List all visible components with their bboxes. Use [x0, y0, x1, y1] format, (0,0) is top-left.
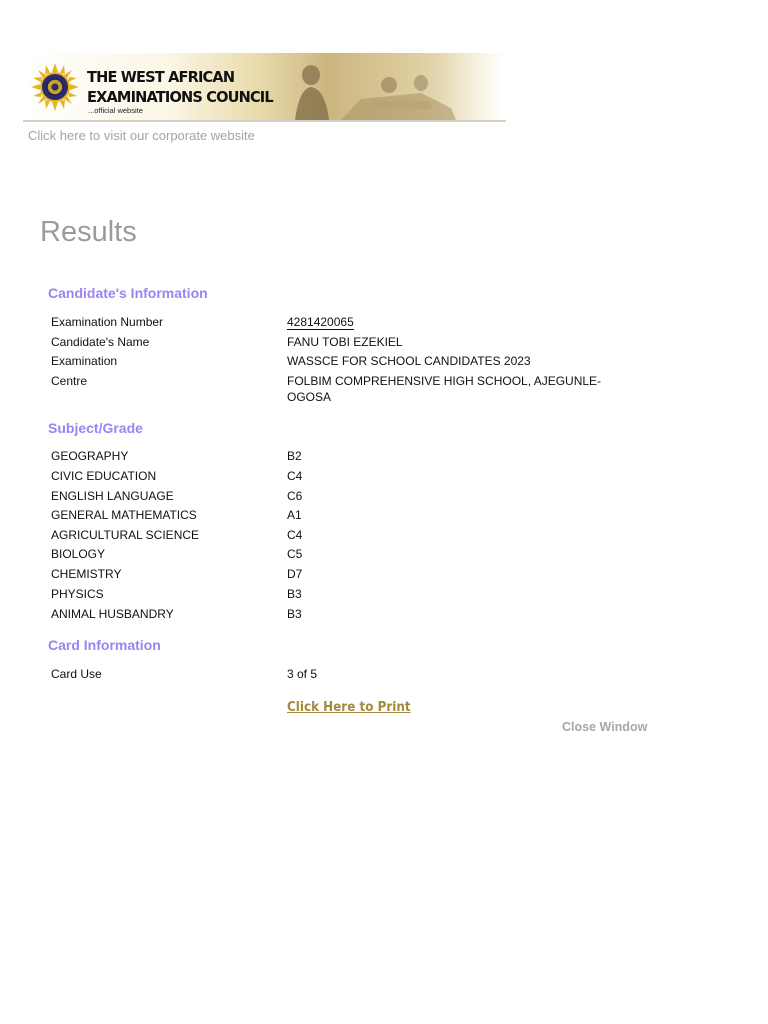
print-link[interactable]: Click Here to Print [287, 700, 411, 715]
subject-name: CIVIC EDUCATION [51, 469, 157, 483]
info-label: Candidate's Name [51, 335, 150, 349]
candidate-info-heading: Candidate's Information [48, 285, 208, 301]
waec-seal-icon [31, 63, 79, 111]
examination-number-value: 4281420065 [287, 315, 354, 329]
subject-grade: A1 [287, 508, 302, 522]
subject-grade: C4 [287, 469, 303, 483]
info-label: Centre [51, 374, 88, 388]
subject-name: GENERAL MATHEMATICS [51, 508, 197, 522]
subject-name: AGRICULTURAL SCIENCE [51, 528, 200, 542]
subject-grade: B2 [287, 449, 302, 463]
close-window-link[interactable]: Close Window [562, 720, 648, 734]
banner-divider [23, 120, 506, 122]
banner-tagline: ...official website [88, 106, 143, 115]
corporate-website-link[interactable]: Click here to visit our corporate website [28, 128, 255, 143]
subject-grade: B3 [287, 607, 302, 621]
subject-name: GEOGRAPHY [51, 449, 129, 463]
card-info-heading: Card Information [48, 637, 161, 653]
subject-grade-heading: Subject/Grade [48, 420, 143, 436]
banner-title-line2: EXAMINATIONS COUNCIL [87, 88, 273, 106]
card-use-value: 3 of 5 [287, 667, 318, 681]
subject-name: ANIMAL HUSBANDRY [51, 607, 174, 621]
subject-grade: C5 [287, 547, 303, 561]
subject-name: CHEMISTRY [51, 567, 122, 581]
subject-grade: D7 [287, 567, 303, 581]
subject-grade: B3 [287, 587, 302, 601]
waec-banner[interactable] [23, 53, 506, 120]
subject-name: PHYSICS [51, 587, 104, 601]
subject-grade: C4 [287, 528, 303, 542]
candidate-name-value: FANU TOBI EZEKIEL [287, 335, 403, 349]
info-label: Examination Number [51, 315, 164, 329]
subject-grade: C6 [287, 489, 303, 503]
info-label: Examination [51, 354, 118, 368]
info-label: Card Use [51, 667, 102, 681]
subject-name: ENGLISH LANGUAGE [51, 489, 174, 503]
page-title: Results [40, 216, 137, 248]
banner-title-line1: THE WEST AFRICAN [87, 68, 235, 86]
banner-photo-image [281, 53, 506, 120]
centre-value: FOLBIM COMPREHENSIVE HIGH SCHOOL, AJEGUNLE-OGOSA [287, 374, 602, 404]
banner-title [87, 67, 273, 107]
examination-value: WASSCE FOR SCHOOL CANDIDATES 2023 [287, 354, 531, 368]
subject-name: BIOLOGY [51, 547, 106, 561]
